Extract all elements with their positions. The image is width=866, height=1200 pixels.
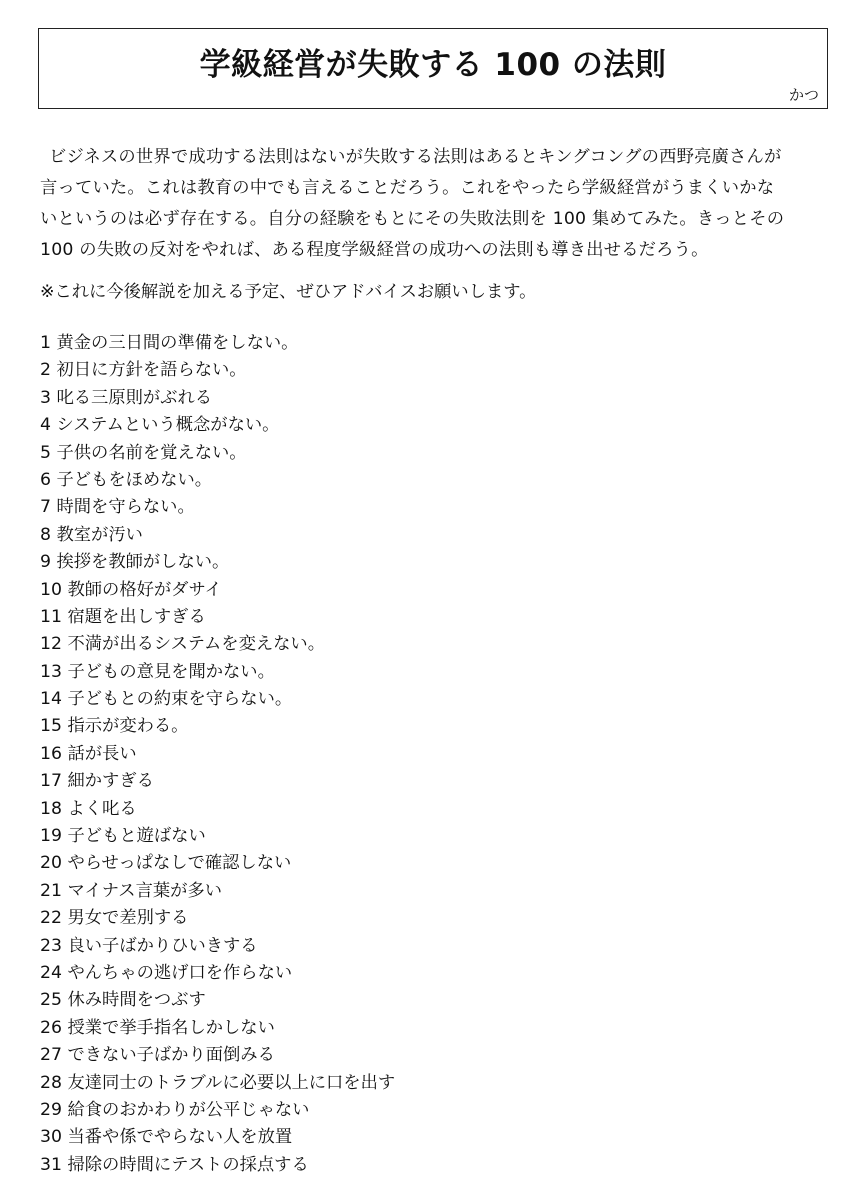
rule-item: 1 黄金の三日間の準備をしない。	[40, 333, 299, 353]
rule-item: 16 話が長い	[40, 743, 137, 764]
rule-item: 14 子どもとの約束を守らない。	[40, 689, 293, 710]
rule-item: 9 挨拶を教師がしない。	[40, 552, 230, 573]
rule-item: 5 子供の名前を覚えない。	[40, 442, 247, 463]
rule-item: 11 宿題を出しすぎる	[40, 606, 206, 627]
intro-line: 言っていた。これは教育の中でも言えることだろう。これをやったら学級経営がうまくいかな	[40, 178, 775, 198]
rule-item: 23 良い子ばかりひいきする	[40, 935, 258, 956]
intro-line: 100 の失敗の反対をやれば、ある程度学級経営の成功への法則も導き出せるだろう。	[40, 240, 709, 260]
rule-item: 7 時間を守らない。	[40, 497, 195, 518]
rule-item: 30 当番や係でやらない人を放置	[40, 1127, 293, 1148]
rule-item: 6 子どもをほめない。	[40, 469, 213, 490]
rule-item: 24 やんちゃの逃げ口を作らない	[40, 962, 293, 983]
rule-item: 18 よく叱る	[40, 798, 137, 819]
rule-item: 12 不満が出るシステムを変えない。	[40, 634, 325, 655]
rule-item: 31 掃除の時間にテストの採点する	[40, 1154, 309, 1175]
rule-item: 20 やらせっぱなしで確認しない	[40, 853, 292, 874]
rule-item: 13 子どもの意見を聞かない。	[40, 661, 275, 682]
rule-item: 29 給食のおかわりが公平じゃない	[40, 1099, 310, 1120]
rule-item: 8 教室が汚い	[40, 524, 143, 545]
rule-list	[40, 330, 395, 1179]
rule-item: 28 友達同士のトラブルに必要以上に口を出す	[40, 1072, 396, 1093]
rule-item: 21 マイナス言葉が多い	[40, 880, 222, 901]
author-name: かつ	[788, 86, 819, 104]
rule-item: 26 授業で挙手指名しかしない	[40, 1017, 275, 1038]
title-box	[38, 28, 828, 109]
rule-item: 22 男女で差別する	[40, 908, 189, 929]
intro-paragraph	[40, 142, 830, 266]
rule-item: 10 教師の格好がダサイ	[40, 579, 222, 600]
rule-item: 27 できない子ばかり面倒みる	[40, 1045, 275, 1066]
rule-item: 3 叱る三原則がぶれる	[40, 387, 213, 408]
note-text: ※これに今後解説を加える予定、ぜひアドバイスお願いします。	[40, 282, 537, 302]
intro-line: ビジネスの世界で成功する法則はないが失敗する法則はあるとキングコングの西野亮廣さんが	[49, 147, 782, 167]
page-title: 学級経営が失敗する 100 の法則	[199, 47, 667, 83]
intro-line: いというのは必ず存在する。自分の経験をもとにその失敗法則を 100 集めてみた。きっとその	[40, 209, 785, 229]
rule-item: 19 子どもと遊ばない	[40, 826, 206, 847]
rule-item: 17 細かすぎる	[40, 771, 154, 792]
rule-item: 25 休み時間をつぶす	[40, 990, 206, 1011]
rule-item: 2 初日に方針を語らない。	[40, 360, 247, 381]
rule-item: 15 指示が変わる。	[40, 716, 189, 737]
rule-item: 4 システムという概念がない。	[40, 415, 280, 436]
